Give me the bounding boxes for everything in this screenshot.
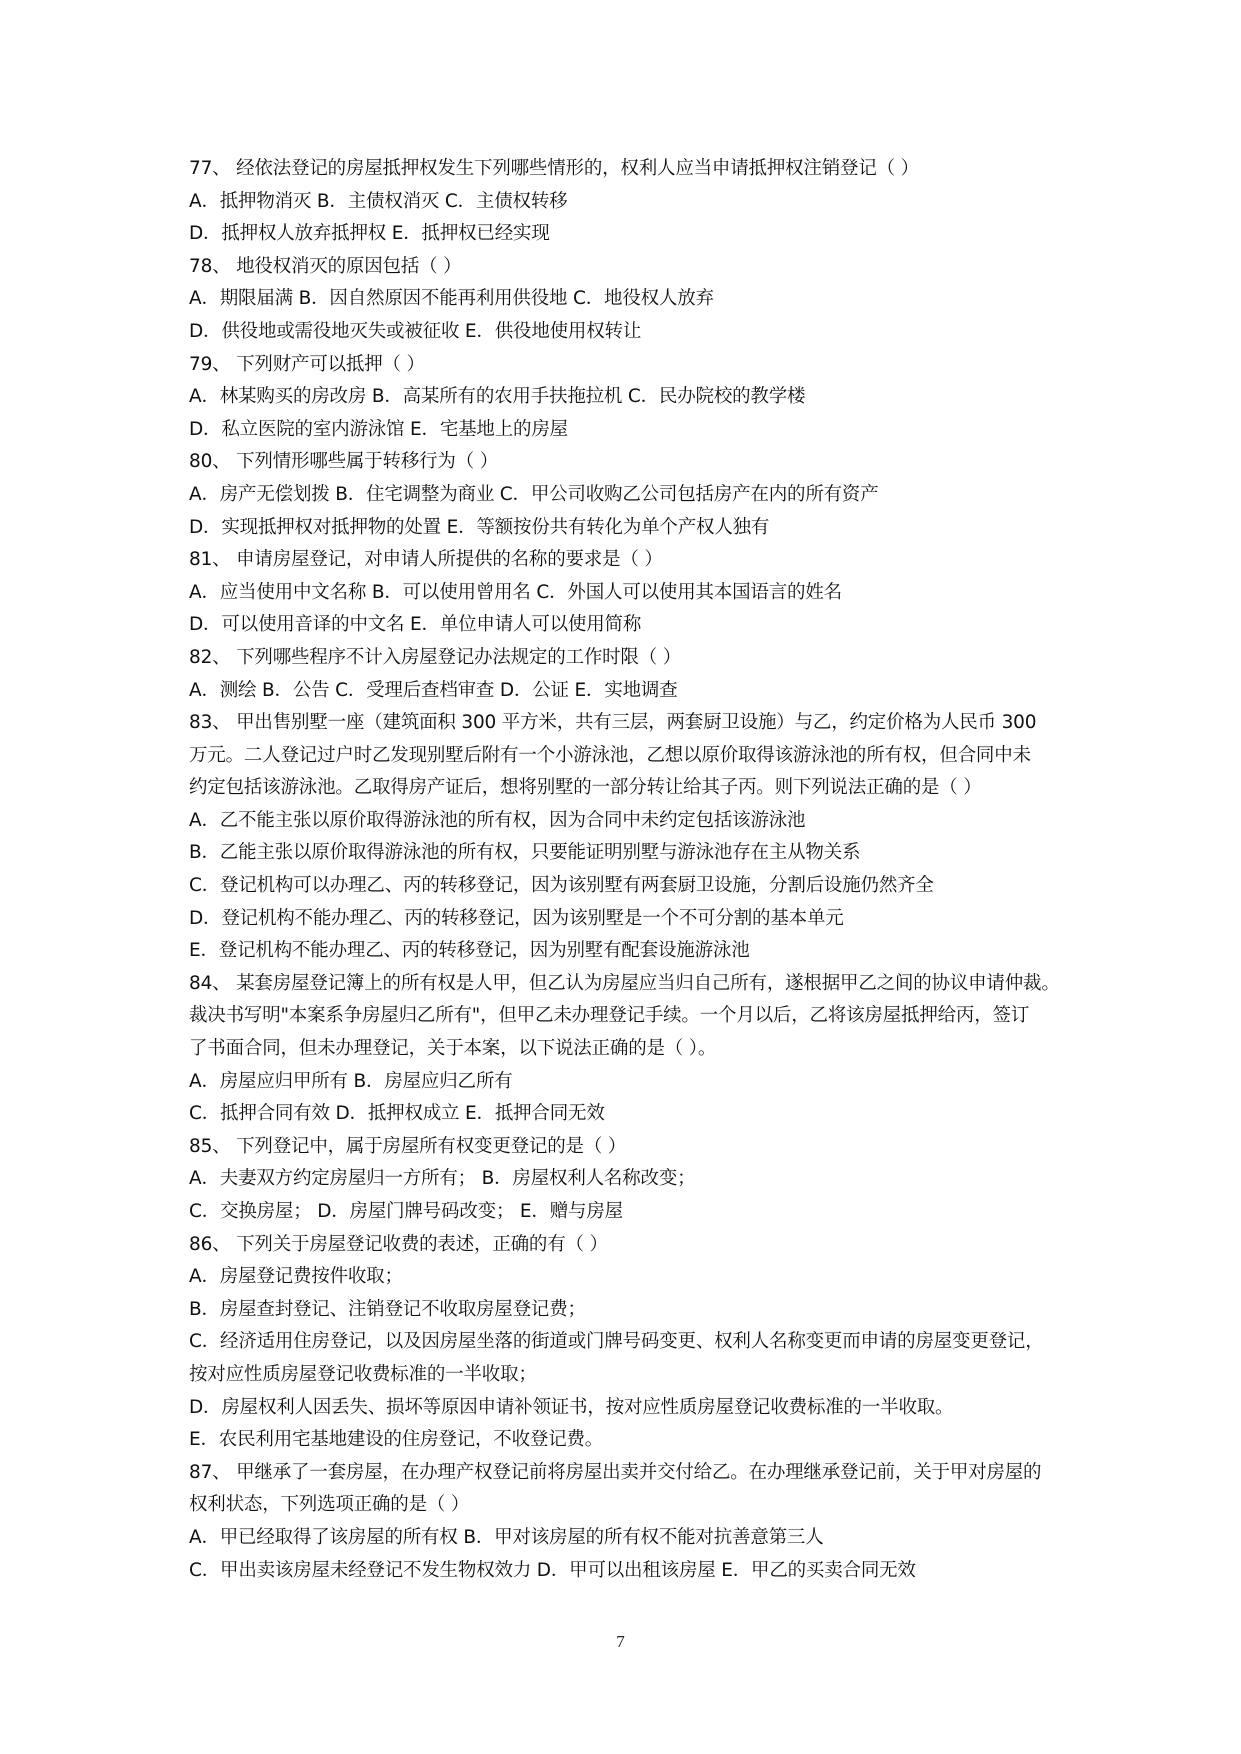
text-line: A．乙不能主张以原价取得游泳池的所有权，因为合同中未约定包括该游泳池	[189, 809, 806, 831]
text-line: A．期限届满 B．因自然原因不能再利用供役地 C．地役权人放弃	[189, 288, 714, 310]
text-line: D．私立医院的室内游泳馆 E．宅基地上的房屋	[189, 418, 568, 440]
text-line: E．登记机构不能办理乙、丙的转移登记，因为别墅有配套设施游泳池	[189, 940, 750, 962]
text-line: C．甲出卖该房屋未经登记不发生物权效力 D．甲可以出租该房屋 E．甲乙的买卖合同无效	[189, 1559, 916, 1581]
text-line: 裁决书写明"本案系争房屋归乙所有"，但甲乙未办理登记手续。一个月以后，乙将该房屋抵押给丙，签订	[189, 1005, 1030, 1027]
text-line: 86、 下列关于房屋登记收费的表述，正确的有（ ）	[189, 1233, 608, 1255]
text-line: C．交换房屋； D．房屋门牌号码改变； E．赠与房屋	[189, 1201, 623, 1222]
question-text-block	[189, 153, 1069, 1587]
text-line: 80、 下列情形哪些属于转移行为（ ）	[189, 451, 499, 473]
text-line: A．房屋应归甲所有 B．房屋应归乙所有	[189, 1070, 513, 1092]
text-line: 83、 甲出售别墅一座（建筑面积 300 平方米，共有三层，两套厨卫设施）与乙，约定价格为人民币 300	[189, 712, 1037, 734]
text-line: 78、 地役权消灭的原因包括（ ）	[189, 255, 462, 277]
text-line: 87、 甲继承了一套房屋，在办理产权登记前将房屋出卖并交付给乙。在办理继承登记前，关于甲对房屋的	[189, 1461, 1042, 1483]
text-line: B．房屋查封登记、注销登记不收取房屋登记费；	[189, 1298, 586, 1320]
text-line: A．林某购买的房改房 B．高某所有的农用手扶拖拉机 C．民办院校的教学楼	[189, 386, 806, 408]
text-line: 79、 下列财产可以抵押（ ）	[189, 353, 425, 375]
text-line: 了书面合同，但未办理登记，关于本案，以下说法正确的是（ ）。	[189, 1038, 717, 1060]
text-line: 万元。二人登记过户时乙发现别墅后附有一个小游泳池，乙想以原价取得该游泳池的所有权，但合同中未	[189, 744, 1031, 766]
text-line: B．乙能主张以原价取得游泳池的所有权，只要能证明别墅与游泳池存在主从物关系	[189, 842, 861, 864]
text-line: D．登记机构不能办理乙、丙的转移登记，因为该别墅是一个不可分割的基本单元	[189, 907, 844, 929]
text-line: E．农民利用宅基地建设的住房登记，不收登记费。	[189, 1429, 604, 1451]
text-line: D．供役地或需役地灭失或被征收 E．供役地使用权转让	[189, 320, 642, 342]
text-line: D．房屋权利人因丢失、损坏等原因申请补领证书，按对应性质房屋登记收费标准的一半收取。	[189, 1396, 954, 1418]
text-line: 77、 经依法登记的房屋抵押权发生下列哪些情形的，权利人应当申请抵押权注销登记（ ）	[189, 158, 919, 179]
page-number: 7	[616, 1632, 625, 1651]
text-line: 84、 某套房屋登记簿上的所有权是人甲，但乙认为房屋应当归自己所有，遂根据甲乙之间的协议申请仲裁。	[189, 972, 1060, 994]
text-line: C．抵押合同有效 D．抵押权成立 E．抵押合同无效	[189, 1103, 605, 1125]
text-line: C．经济适用住房登记，以及因房屋坐落的街道或门牌号码变更、权利人名称变更而申请的房屋变更登记，	[189, 1331, 1044, 1353]
text-line: A．测绘 B．公告 C．受理后查档审查 D．公证 E．实地调查	[189, 679, 678, 701]
text-line: 81、 申请房屋登记，对申请人所提供的名称的要求是（ ）	[189, 549, 663, 571]
text-line: C．登记机构可以办理乙、丙的转移登记，因为该别墅有两套厨卫设施，分割后设施仍然齐全	[189, 875, 934, 897]
text-line: D．可以使用音译的中文名 E．单位申请人可以使用简称	[189, 614, 642, 636]
text-line: A．应当使用中文名称 B．可以使用曾用名 C．外国人可以使用其本国语言的姓名	[189, 581, 842, 603]
text-line: 82、 下列哪些程序不计入房屋登记办法规定的工作时限（ ）	[189, 646, 682, 668]
text-line: 权利状态，下列选项正确的是（ ）	[189, 1494, 470, 1516]
text-line: D．抵押权人放弃抵押权 E．抵押权已经实现	[189, 223, 550, 245]
text-line: A．甲已经取得了该房屋的所有权 B．甲对该房屋的所有权不能对抗善意第三人	[189, 1526, 824, 1548]
text-line: A．房产无偿划拨 B．住宅调整为商业 C．甲公司收购乙公司包括房产在内的所有资产	[189, 483, 879, 505]
text-line: A．夫妻双方约定房屋归一方所有； B．房屋权利人名称改变；	[189, 1168, 696, 1190]
text-line: A．抵押物消灭 B．主债权消灭 C．主债权转移	[189, 190, 568, 212]
text-line: D．实现抵押权对抵押物的处置 E．等额按份共有转化为单个产权人独有	[189, 516, 770, 538]
text-line: 约定包括该游泳池。乙取得房产证后，想将别墅的一部分转让给其子丙。则下列说法正确的是（ ）	[189, 777, 982, 799]
text-line: 按对应性质房屋登记收费标准的一半收取；	[189, 1363, 537, 1385]
text-line: A．房屋登记费按件收取；	[189, 1266, 403, 1288]
text-line: 85、 下列登记中，属于房屋所有权变更登记的是（ ）	[189, 1135, 627, 1157]
